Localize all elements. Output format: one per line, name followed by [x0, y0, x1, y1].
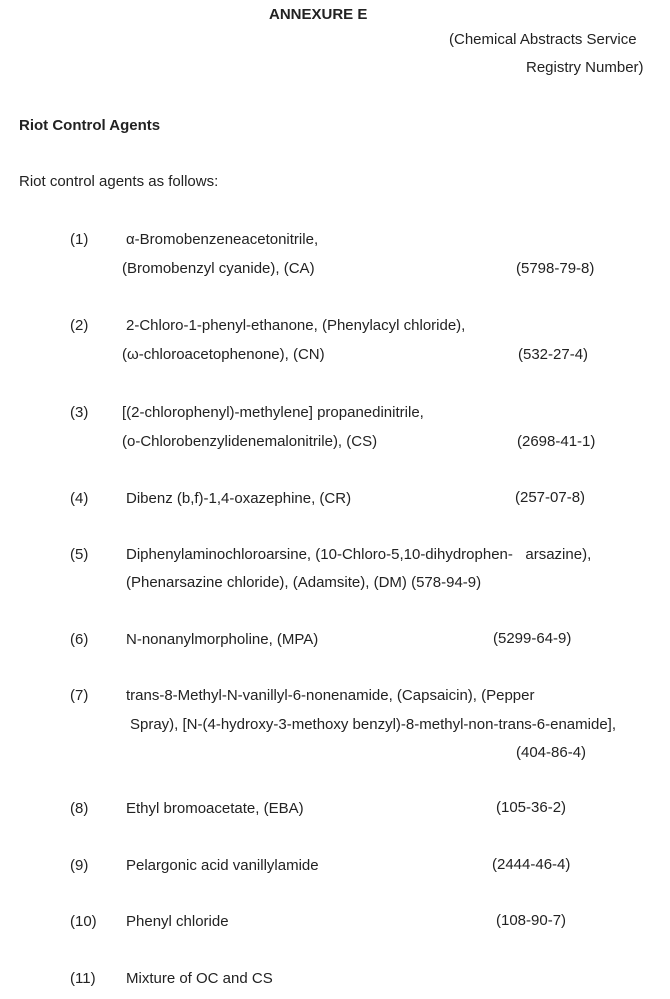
item-number: (7)	[70, 687, 89, 704]
item-text-line: 2-Chloro-1-phenyl-ethanone, (Phenylacyl chloride),	[126, 317, 466, 334]
item-text-line: Pelargonic acid vanillylamide	[126, 857, 319, 874]
item-text-line: Dibenz (b,f)-1,4-oxazephine, (CR)	[126, 490, 352, 507]
item-text-line: (o-Chlorobenzylidenemalonitrile), (CS)	[122, 433, 378, 450]
item-number: (4)	[70, 490, 89, 507]
item-cas-number: (5299-64-9)	[493, 630, 572, 647]
item-text-line: Ethyl bromoacetate, (EBA)	[126, 800, 304, 817]
item-cas-number: (532-27-4)	[518, 346, 589, 363]
item-number: (1)	[70, 231, 89, 248]
item-text-line: [(2-chlorophenyl)-methylene] propanedinitrile,	[122, 404, 424, 421]
item-text-line: (ω-chloroacetophenone), (CN)	[122, 346, 325, 363]
item-number: (8)	[70, 800, 89, 817]
item-text-line: Phenyl chloride	[126, 913, 229, 930]
cas-column-note-line-1: (Chemical Abstracts Service	[449, 31, 637, 48]
section-intro: Riot control agents as follows:	[19, 173, 219, 190]
item-cas-number: (5798-79-8)	[516, 260, 595, 277]
item-number: (3)	[70, 404, 89, 421]
item-number: (6)	[70, 631, 89, 648]
item-cas-number: (2698-41-1)	[517, 433, 596, 450]
item-number: (9)	[70, 857, 89, 874]
item-cas-number: (105-36-2)	[496, 799, 567, 816]
item-cas-number: (108-90-7)	[496, 912, 567, 929]
item-text-line: α-Bromobenzeneacetonitrile,	[126, 231, 319, 248]
section-heading: Riot Control Agents	[19, 117, 161, 134]
annexure-title: ANNEXURE E	[269, 6, 368, 23]
item-number: (2)	[70, 317, 89, 334]
item-number: (10)	[70, 913, 97, 930]
item-cas-number: (404-86-4)	[516, 744, 587, 761]
item-cas-number: (257-07-8)	[515, 489, 586, 506]
item-text-line: Diphenylaminochloroarsine, (10-Chloro-5,10-dihydrophen- arsazine),	[126, 546, 592, 563]
item-number: (5)	[70, 546, 89, 563]
item-text-line: N-nonanylmorpholine, (MPA)	[126, 631, 319, 648]
item-number: (11)	[70, 970, 96, 987]
item-text-line: (Bromobenzyl cyanide), (CA)	[122, 260, 315, 277]
cas-column-note-line-2: Registry Number)	[526, 59, 644, 76]
item-text-line: (Phenarsazine chloride), (Adamsite), (DM) (578-94-9)	[126, 574, 482, 591]
item-cas-number: (2444-46-4)	[492, 856, 571, 873]
item-text-line: trans-8-Methyl-N-vanillyl-6-nonenamide, (Capsaicin), (Pepper	[126, 687, 535, 704]
item-text-line: Spray), [N-(4-hydroxy-3-methoxy benzyl)-8-methyl-non-trans-6-enamide],	[130, 716, 616, 733]
item-text-line: Mixture of OC and CS	[126, 970, 273, 987]
